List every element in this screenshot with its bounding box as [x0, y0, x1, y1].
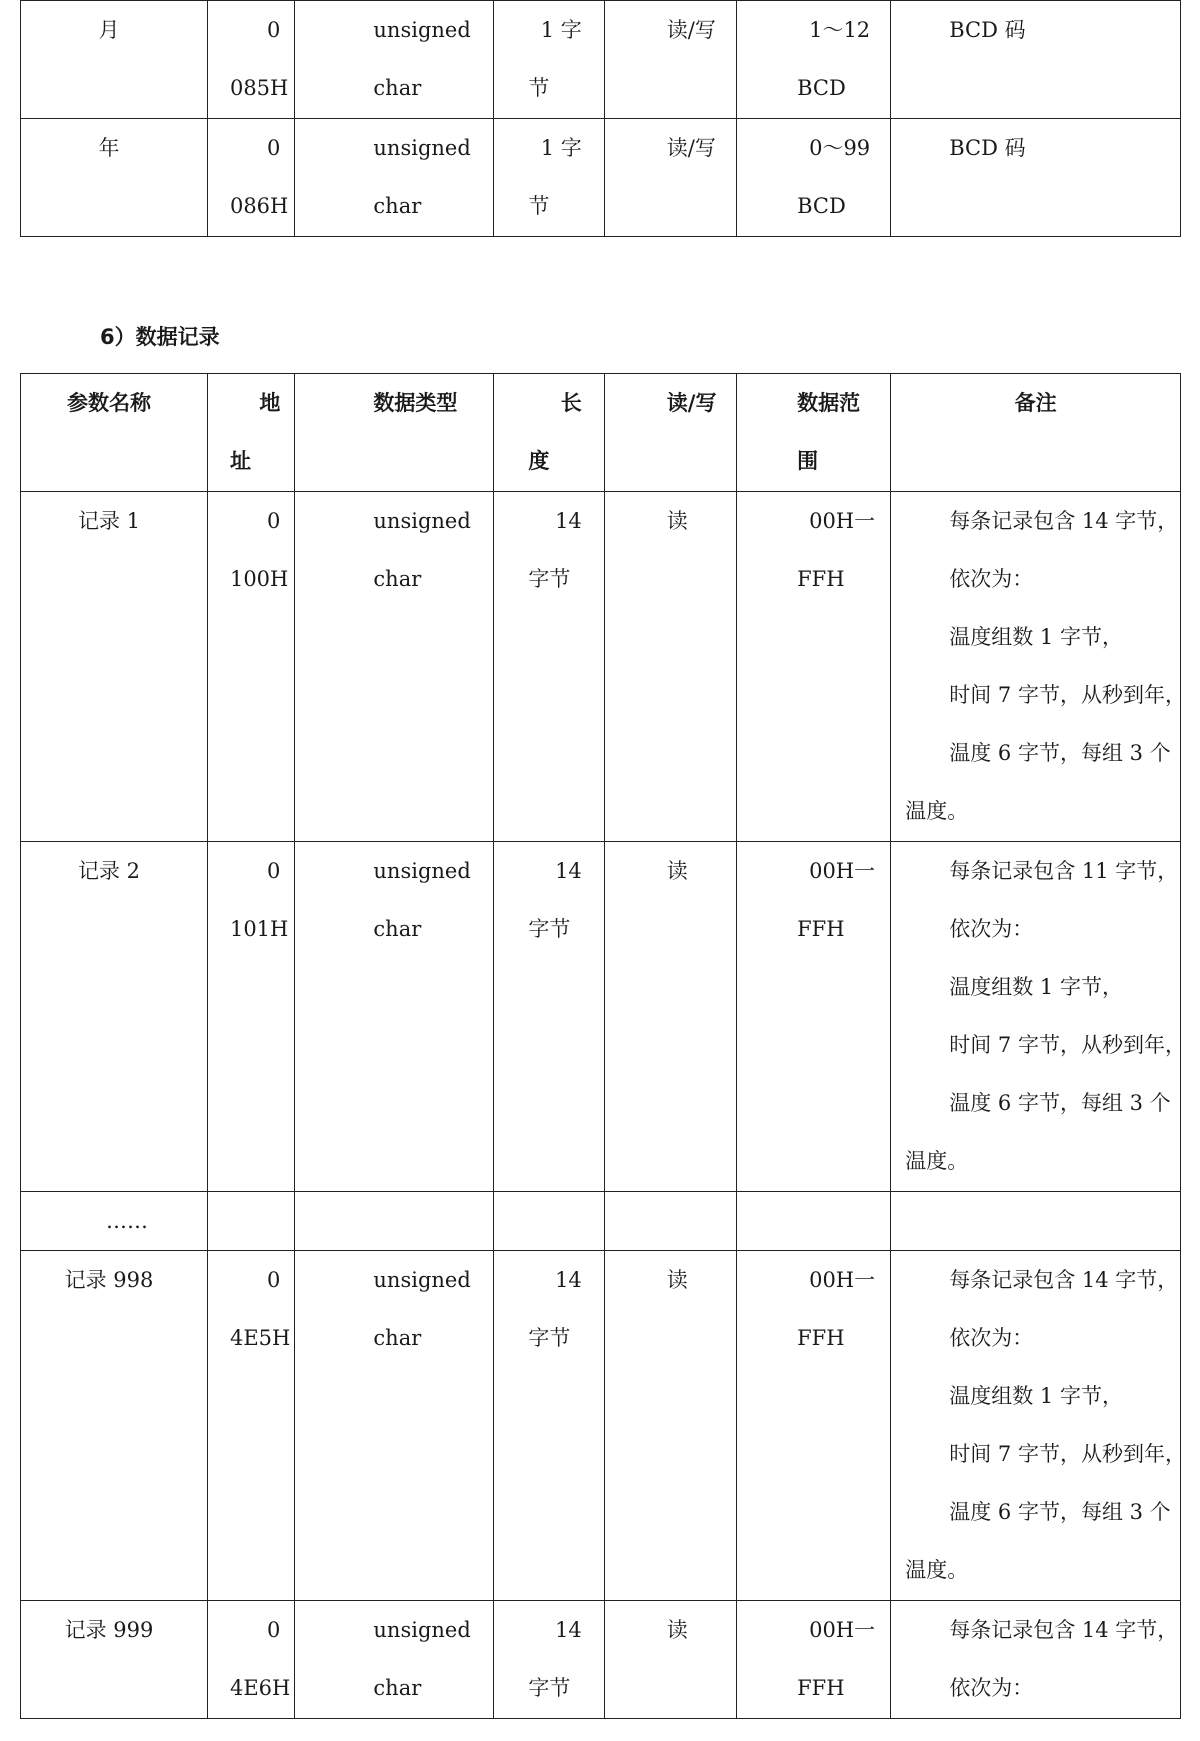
address-cell: 0 4E6H [207, 1601, 294, 1719]
empty-cell [207, 1192, 294, 1251]
header-rw: 读/写 [604, 374, 736, 492]
length-cell: 14 字节 [494, 1601, 604, 1719]
note-cell: 每条记录包含 14 字节， 依次为： 温度组数 1 字节， 时间 7 字节，从秒到年， 温度 6 字节，每组 3 个 温度。 [891, 1251, 1181, 1601]
data-type-cell: unsigned char [295, 1601, 494, 1719]
table-row-ellipsis [21, 1192, 1181, 1251]
data-type-cell: unsigned char [295, 1, 494, 119]
address-cell: 0 085H [207, 1, 294, 119]
section-title: 6）数据记录 [100, 325, 220, 349]
note-cell: 每条记录包含 14 字节， 依次为： [891, 1601, 1181, 1719]
empty-cell [295, 1192, 494, 1251]
param-name-cell: 记录 1 [21, 492, 208, 842]
rw-cell: 读 [604, 842, 736, 1192]
header-note: 备注 [891, 374, 1181, 492]
address-cell: 0 086H [207, 119, 294, 237]
length-cell: 14 字节 [494, 1251, 604, 1601]
data-type-cell: unsigned char [295, 492, 494, 842]
header-data-type: 数据类型 [295, 374, 494, 492]
param-name-cell: …… [21, 1192, 208, 1251]
table-row [21, 1601, 1181, 1719]
range-cell: 1～12 BCD [737, 1, 891, 119]
records-table [20, 373, 1186, 1719]
empty-cell [891, 1192, 1181, 1251]
note-cell: 每条记录包含 14 字节， 依次为： 温度组数 1 字节， 时间 7 字节，从秒到年， 温度 6 字节，每组 3 个 温度。 [891, 492, 1181, 842]
param-name-cell: 记录 999 [21, 1601, 208, 1719]
rw-cell: 读 [604, 1251, 736, 1601]
rw-cell: 读/写 [604, 1, 736, 119]
header-length: 长 度 [494, 374, 604, 492]
note-cell: 每条记录包含 11 字节， 依次为： 温度组数 1 字节， 时间 7 字节，从秒到年， 温度 6 字节，每组 3 个 温度。 [891, 842, 1181, 1192]
data-type-cell: unsigned char [295, 119, 494, 237]
table-row [21, 1251, 1181, 1601]
length-cell: 14 字节 [494, 492, 604, 842]
header-param-name: 参数名称 [21, 374, 208, 492]
table-row [21, 842, 1181, 1192]
empty-cell [494, 1192, 604, 1251]
table-row-year [21, 119, 1181, 237]
rw-cell: 读 [604, 492, 736, 842]
header-address: 地 址 [207, 374, 294, 492]
range-cell: 0～99 BCD [737, 119, 891, 237]
note-cell: BCD 码 [891, 119, 1181, 237]
empty-cell [604, 1192, 736, 1251]
rw-cell: 读 [604, 1601, 736, 1719]
range-cell: 00H一 FFH [737, 1601, 891, 1719]
param-name-cell: 记录 998 [21, 1251, 208, 1601]
note-cell: BCD 码 [891, 1, 1181, 119]
param-name-cell: 记录 2 [21, 842, 208, 1192]
header-range: 数据范 围 [737, 374, 891, 492]
table-header-row [21, 374, 1181, 492]
range-cell: 00H一 FFH [737, 1251, 891, 1601]
param-name-cell: 月 [21, 1, 208, 119]
address-cell: 0 100H [207, 492, 294, 842]
data-type-cell: unsigned char [295, 842, 494, 1192]
length-cell: 1 字 节 [494, 119, 604, 237]
length-cell: 14 字节 [494, 842, 604, 1192]
length-cell: 1 字 节 [494, 1, 604, 119]
table-row-month [21, 1, 1181, 119]
data-type-cell: unsigned char [295, 1251, 494, 1601]
rw-cell: 读/写 [604, 119, 736, 237]
address-cell: 0 101H [207, 842, 294, 1192]
param-name-cell: 年 [21, 119, 208, 237]
table-row [21, 492, 1181, 842]
address-cell: 0 4E5H [207, 1251, 294, 1601]
range-cell: 00H一 FFH [737, 842, 891, 1192]
register-table-top [20, 0, 1181, 237]
range-cell: 00H一 FFH [737, 492, 891, 842]
empty-cell [737, 1192, 891, 1251]
